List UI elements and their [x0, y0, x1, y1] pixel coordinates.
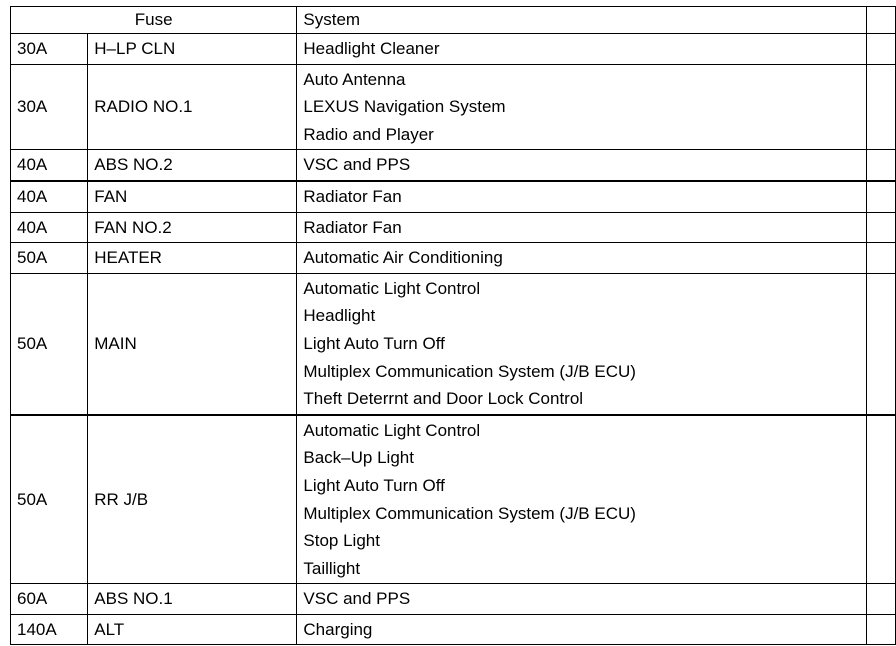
table-row	[11, 34, 896, 65]
extra-cell	[866, 64, 895, 150]
system-list	[297, 150, 866, 181]
fuse-amperage: 50A	[11, 415, 88, 584]
system-item: Headlight	[303, 306, 376, 326]
extra-cell	[866, 150, 895, 181]
system-item: Headlight Cleaner	[303, 39, 440, 58]
system-list	[297, 64, 866, 150]
fuse-amperage: 40A	[11, 212, 88, 243]
system-item: Automatic Light Control	[303, 420, 481, 440]
extra-cell	[866, 34, 895, 65]
system-item: Auto Antenna	[303, 69, 406, 89]
extra-cell	[866, 614, 895, 645]
fuse-table	[10, 6, 896, 645]
fuse-amperage: 60A	[11, 584, 88, 615]
table-body	[11, 34, 896, 645]
fuse-name: ALT	[88, 614, 297, 645]
fuse-amperage: 30A	[11, 64, 88, 150]
system-item: VSC and PPS	[303, 589, 411, 609]
system-list	[297, 212, 866, 243]
system-item: Radiator Fan	[303, 217, 402, 237]
system-item: Radiator Fan	[303, 186, 402, 206]
fuse-amperage: 40A	[11, 150, 88, 181]
system-list	[297, 34, 866, 65]
fuse-name: FAN NO.2	[88, 212, 297, 243]
fuse-name: ABS NO.1	[88, 584, 297, 615]
system-item: Radio and Player	[303, 124, 434, 144]
table-row	[11, 181, 896, 212]
table-header-row	[11, 7, 896, 34]
table-row	[11, 150, 896, 181]
fuse-name: H–LP CLN	[88, 34, 297, 65]
table-row	[11, 584, 896, 615]
system-list	[297, 243, 866, 274]
system-item: Multiplex Communication System (J/B ECU)	[303, 503, 636, 523]
fuse-amperage: 140A	[11, 614, 88, 645]
extra-cell	[866, 415, 895, 584]
table-row	[11, 273, 896, 414]
table-row	[11, 64, 896, 150]
table-row	[11, 614, 896, 645]
extra-cell	[866, 212, 895, 243]
fuse-name: HEATER	[88, 243, 297, 274]
table-row	[11, 415, 896, 584]
fuse-name: RR J/B	[88, 415, 297, 584]
system-item: LEXUS Navigation System	[303, 97, 506, 117]
fuse-amperage: 30A	[11, 34, 88, 65]
fuse-name: ABS NO.2	[88, 150, 297, 181]
system-item: Light Auto Turn Off	[303, 475, 445, 495]
system-item: Light Auto Turn Off	[303, 333, 445, 353]
fuse-name: FAN	[88, 181, 297, 212]
fuse-amperage: 40A	[11, 181, 88, 212]
fuse-amperage: 50A	[11, 243, 88, 274]
fuse-column-header: Fuse	[11, 7, 297, 34]
extra-cell	[866, 273, 895, 414]
system-item: Theft Deterrnt and Door Lock Control	[303, 389, 584, 409]
system-list	[297, 273, 866, 414]
extra-cell	[866, 243, 895, 274]
extra-cell	[866, 181, 895, 212]
system-list	[297, 415, 866, 584]
system-list	[297, 584, 866, 615]
system-column-header: System	[297, 7, 866, 34]
system-item: Automatic Air Conditioning	[303, 248, 503, 268]
fuse-name: RADIO NO.1	[88, 64, 297, 150]
table-row	[11, 212, 896, 243]
system-item: Taillight	[303, 558, 361, 578]
system-item: Automatic Light Control	[303, 278, 481, 298]
fuse-name: MAIN	[88, 273, 297, 414]
extra-column-header	[866, 7, 895, 34]
system-item: VSC and PPS	[303, 155, 411, 175]
extra-cell	[866, 584, 895, 615]
system-item: Charging	[303, 619, 373, 639]
table-row	[11, 243, 896, 274]
system-item: Stop Light	[303, 531, 380, 551]
system-list	[297, 181, 866, 212]
fuse-amperage: 50A	[11, 273, 88, 414]
system-item: Multiplex Communication System (J/B ECU)	[303, 361, 636, 381]
system-list	[297, 614, 866, 645]
system-item: Back–Up Light	[303, 448, 414, 468]
